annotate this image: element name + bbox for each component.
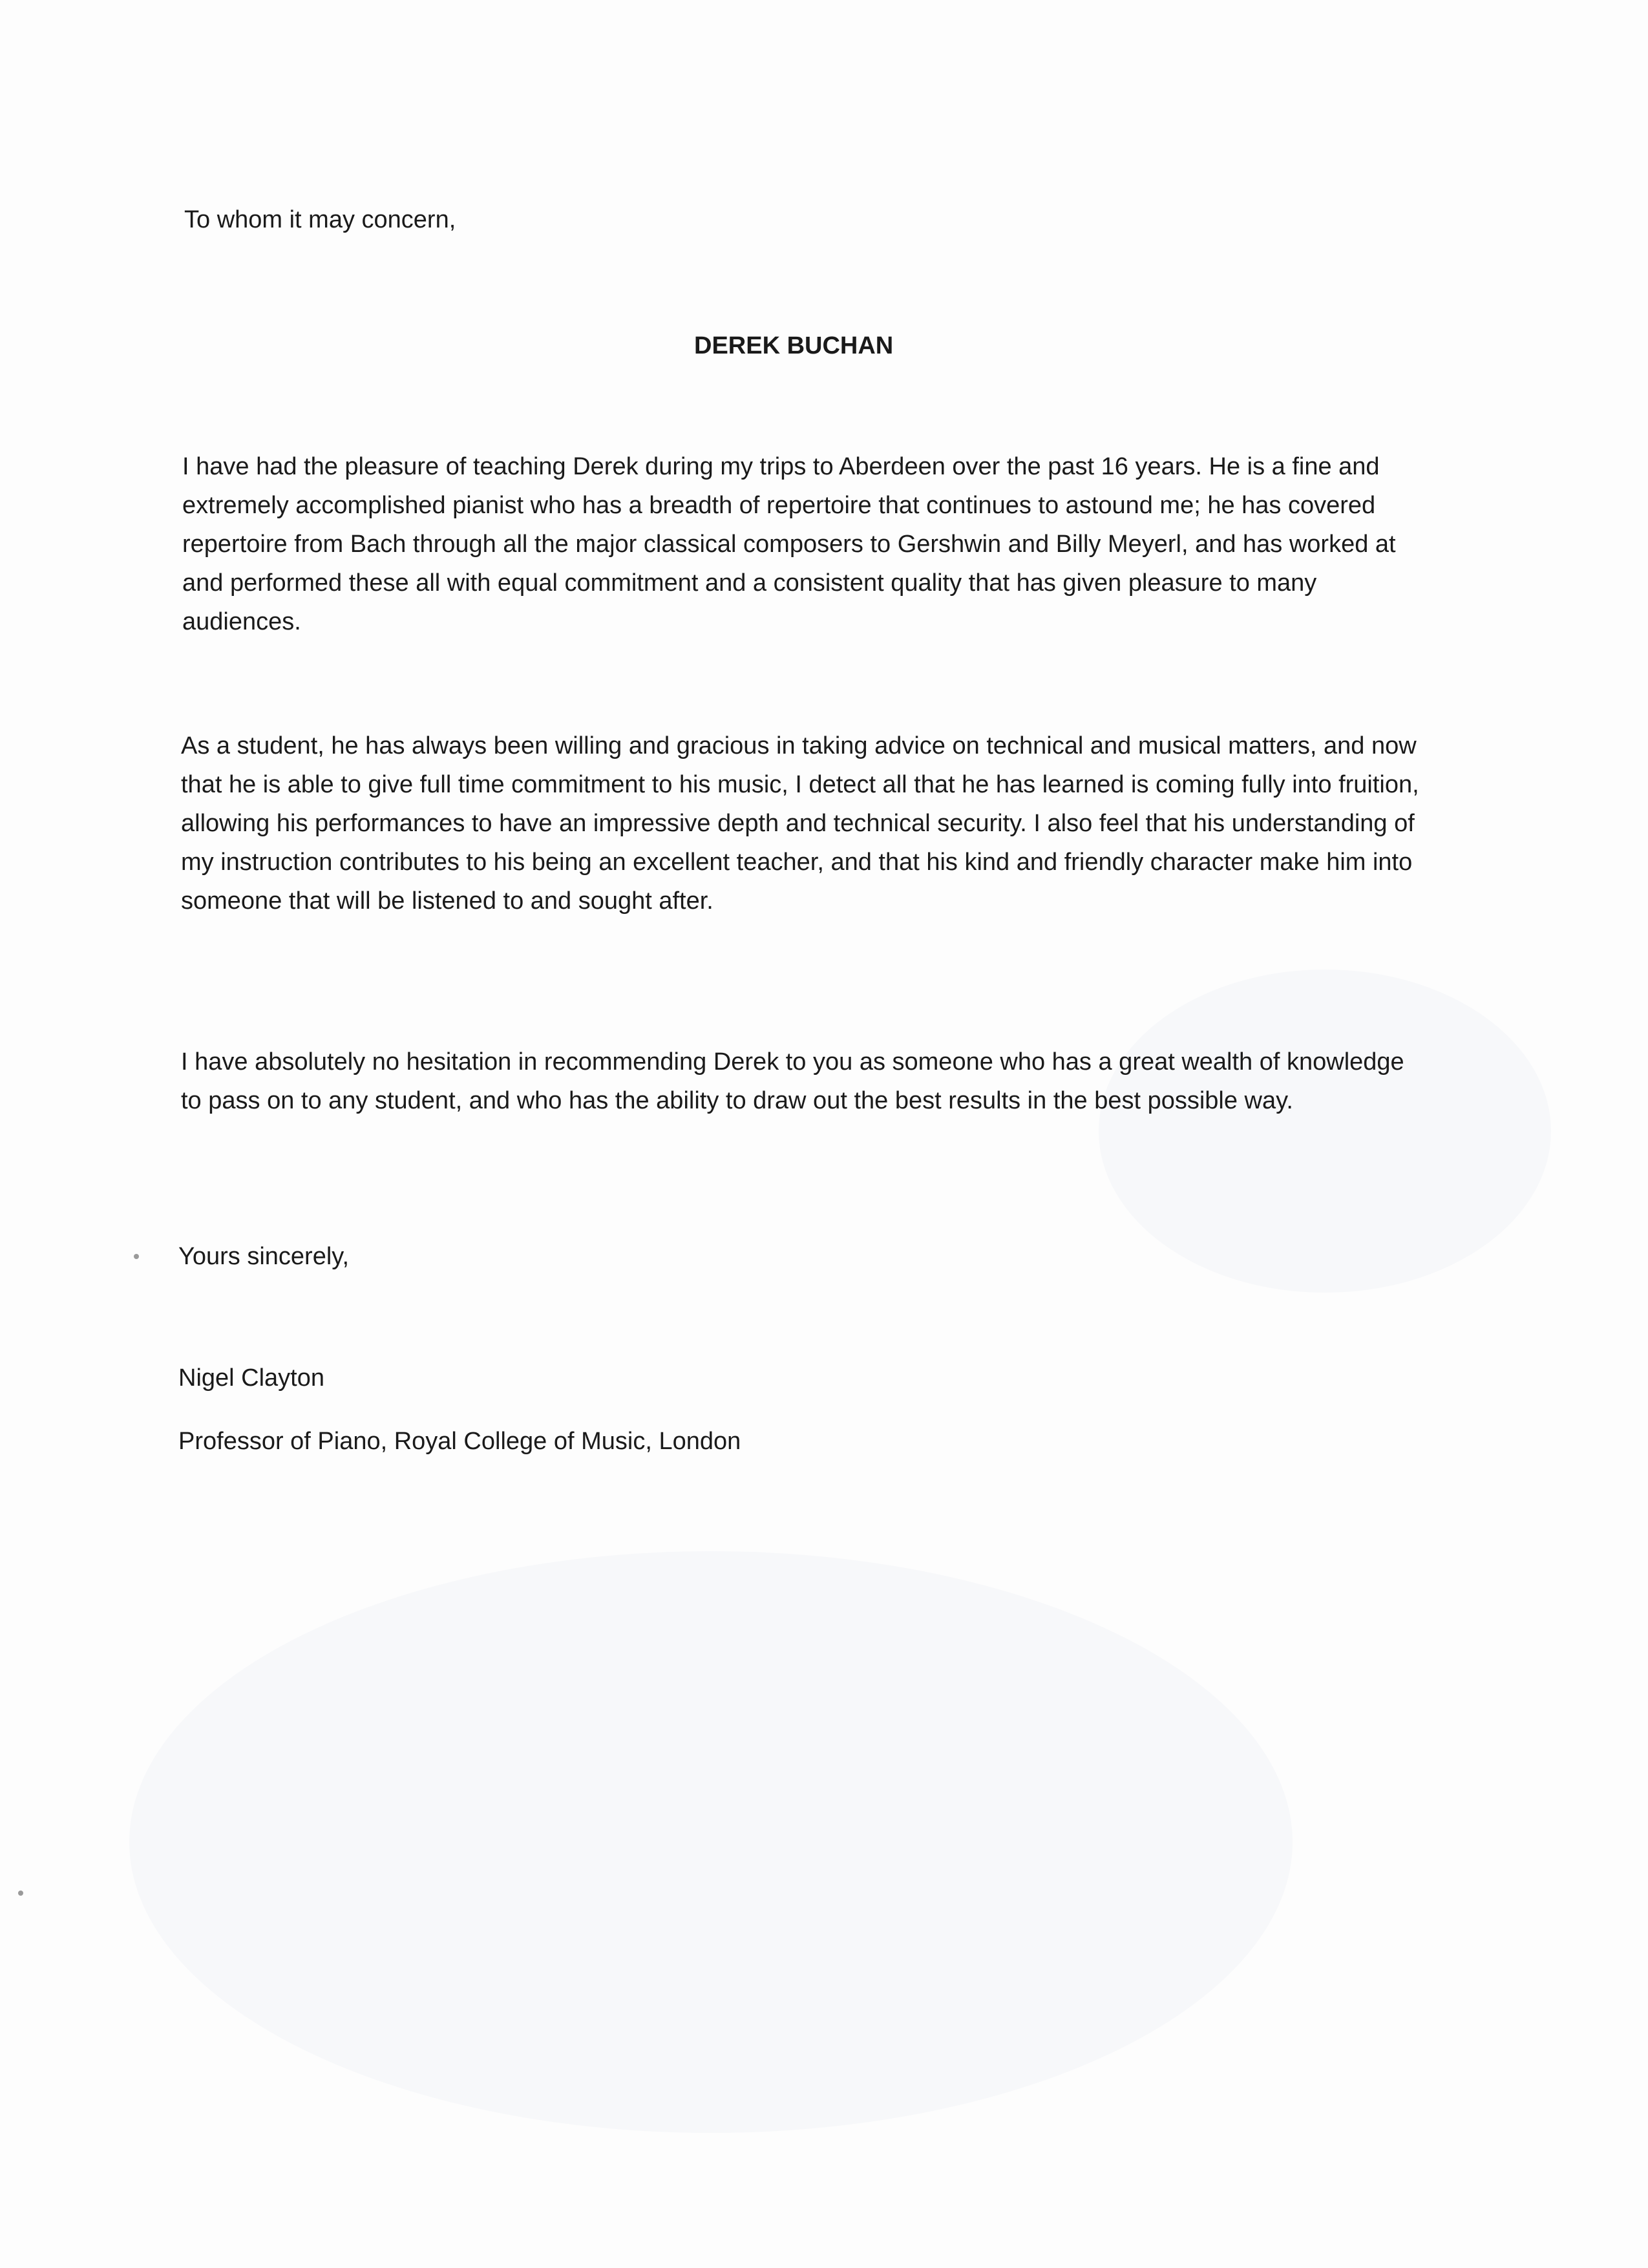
- scan-dot: [134, 1254, 139, 1259]
- scan-smudge: [129, 1551, 1293, 2133]
- scan-dot: [18, 1891, 23, 1896]
- signer-name: Nigel Clayton: [178, 1364, 324, 1392]
- signer-title: Professor of Piano, Royal College of Music, London: [178, 1428, 741, 1455]
- scan-smudge: [1099, 970, 1551, 1293]
- paragraph-3: I have absolutely no hesitation in recommending Derek to you as someone who has a great wealth of knowledge to pass on to any student, and who has the ability to draw out the best results in the best possible way.: [181, 1048, 1404, 1114]
- closing: Yours sincerely,: [178, 1243, 350, 1270]
- paragraph-1: I have had the pleasure of teaching Derek during my trips to Aberdeen over the past 16 years. He is a fine and extremely accomplished pianist who has a breadth of repertoire that continues to astound me; he has covered repertoire from Bach through all the major classical composers to Gershwin and Billy Meyerl, and has worked at and performed these all with equal commitment and a consistent quality that has given pleasure to many audiences.: [182, 453, 1396, 635]
- paragraph-2: As a student, he has always been willing and gracious in taking advice on technical and musical matters, and now that he is able to give full time commitment to his music, I detect all that he has learned is coming fully into fruition, allowing his performances to have an impressive depth and technical security. I also feel that his understanding of my instruction contributes to his being an excellent teacher, and that his kind and friendly character make him into someone that will be listened to and sought after.: [181, 732, 1419, 915]
- salutation: To whom it may concern,: [184, 206, 456, 233]
- subject-heading: DEREK BUCHAN: [694, 332, 894, 359]
